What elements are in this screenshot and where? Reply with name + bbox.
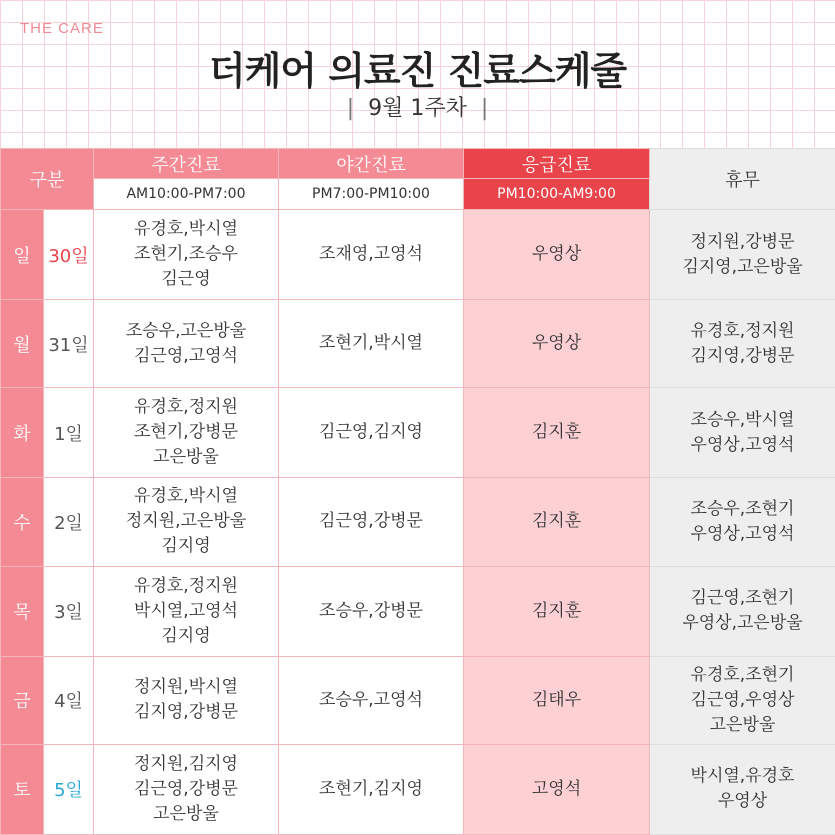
day-of-week: 목 — [1, 566, 44, 656]
subtitle-right-bar: | — [480, 96, 489, 121]
day-shift-cell — [94, 210, 279, 300]
off-cell — [650, 744, 835, 834]
date-cell: 30일 — [44, 210, 94, 300]
date-cell: 31일 — [44, 300, 94, 388]
day-of-week: 화 — [1, 388, 44, 478]
schedule-row — [1, 656, 835, 744]
day-shift-cell — [94, 300, 279, 388]
off-cell — [650, 300, 835, 388]
staff-names: 조승우,박시열 — [690, 409, 795, 430]
staff-names: 유경호,박시열 — [134, 219, 238, 240]
day-shift-cell — [94, 478, 279, 566]
staff-names: 김근영,조현기 — [690, 588, 795, 609]
staff-names: 김근영,고영석 — [134, 345, 238, 366]
staff-names: 조현기,조승우 — [134, 244, 238, 265]
schedule-row — [1, 210, 835, 300]
header-emergency-time: PM10:00-AM9:00 — [464, 179, 650, 210]
staff-names: 조승우,고은방울 — [125, 320, 247, 341]
staff-names: 김지훈 — [531, 511, 582, 532]
staff-names: 조승우,고영석 — [319, 689, 423, 710]
staff-names: 유경호,정지원 — [134, 397, 238, 418]
staff-names: 조현기,김지영 — [319, 778, 423, 799]
staff-names: 정지원,고은방울 — [125, 511, 247, 532]
header-off: 휴무 — [650, 149, 835, 210]
header-night-time: PM7:00-PM10:00 — [279, 179, 464, 210]
staff-names: 박시열,고영석 — [134, 600, 238, 621]
off-cell — [650, 388, 835, 478]
schedule-table — [0, 148, 835, 835]
night-shift-cell — [279, 744, 464, 834]
staff-names: 김태우 — [531, 689, 582, 710]
staff-names: 김지영,강병문 — [690, 345, 795, 366]
staff-names: 박시열,유경호 — [690, 766, 795, 787]
staff-names: 고은방울 — [153, 447, 219, 468]
staff-names: 김지영,강병문 — [134, 702, 238, 723]
day-shift-cell — [94, 656, 279, 744]
staff-names: 조승우,조현기 — [690, 498, 795, 519]
staff-names: 우영상,고은방울 — [682, 613, 803, 634]
header-night-shift: 야간진료 — [279, 149, 464, 179]
staff-names: 유경호,박시열 — [134, 486, 238, 507]
staff-names: 김지훈 — [531, 422, 582, 443]
brand-logo: THE CARE — [20, 20, 104, 37]
staff-names: 정지원,김지영 — [134, 753, 238, 774]
date-cell: 2일 — [44, 478, 94, 566]
schedule-body — [1, 210, 835, 835]
staff-names: 김근영,우영상 — [690, 689, 795, 710]
staff-names: 우영상 — [717, 791, 768, 812]
staff-names: 정지원,강병문 — [690, 231, 795, 252]
header-day-time: AM10:00-PM7:00 — [94, 179, 279, 210]
header-category: 구분 — [1, 149, 94, 210]
staff-names: 김지영 — [161, 625, 211, 646]
header-day-shift: 주간진료 — [94, 149, 279, 179]
off-cell — [650, 566, 835, 656]
day-of-week: 월 — [1, 300, 44, 388]
staff-names: 조현기,강병문 — [134, 422, 238, 443]
staff-names: 고영석 — [531, 778, 582, 799]
page-title: 더케어 의료진 진료스케줄 — [208, 49, 627, 93]
emergency-cell — [464, 478, 650, 566]
staff-names: 조재영,고영석 — [319, 244, 423, 265]
night-shift-cell — [279, 566, 464, 656]
emergency-cell — [464, 300, 650, 388]
schedule-row — [1, 744, 835, 834]
staff-names: 우영상 — [531, 333, 582, 354]
staff-names: 김근영,강병문 — [319, 511, 423, 532]
subtitle-left-bar: | — [346, 96, 355, 121]
week-label: 9월 1주차 — [368, 96, 467, 121]
night-shift-cell — [279, 210, 464, 300]
staff-names: 우영상 — [531, 244, 582, 265]
emergency-cell — [464, 566, 650, 656]
off-cell — [650, 656, 835, 744]
night-shift-cell — [279, 478, 464, 566]
night-shift-cell — [279, 300, 464, 388]
staff-names: 고은방울 — [153, 803, 219, 824]
schedule-row — [1, 388, 835, 478]
night-shift-cell — [279, 388, 464, 478]
week-subtitle — [0, 91, 835, 122]
header-emergency: 응급진료 — [464, 149, 650, 179]
schedule-row — [1, 300, 835, 388]
off-cell — [650, 210, 835, 300]
emergency-cell — [464, 656, 650, 744]
staff-names: 고은방울 — [709, 714, 776, 735]
staff-names: 김지훈 — [531, 600, 582, 621]
day-shift-cell — [94, 388, 279, 478]
schedule-row — [1, 566, 835, 656]
day-of-week: 수 — [1, 478, 44, 566]
staff-names: 정지원,박시열 — [134, 677, 238, 698]
date-cell: 5일 — [44, 744, 94, 834]
schedule-row — [1, 478, 835, 566]
day-of-week: 토 — [1, 744, 44, 834]
staff-names: 유경호,정지원 — [134, 575, 238, 596]
day-of-week: 금 — [1, 656, 44, 744]
staff-names: 우영상,고영석 — [690, 523, 795, 544]
staff-names: 유경호,정지원 — [690, 320, 795, 341]
off-cell — [650, 478, 835, 566]
staff-names: 김근영,김지영 — [319, 422, 423, 443]
emergency-cell — [464, 210, 650, 300]
staff-names: 김근영,강병문 — [134, 778, 238, 799]
staff-names: 조현기,박시열 — [319, 333, 423, 354]
staff-names: 김지영 — [161, 536, 211, 557]
day-of-week: 일 — [1, 210, 44, 300]
emergency-cell — [464, 744, 650, 834]
staff-names: 유경호,조현기 — [690, 664, 795, 685]
date-cell: 4일 — [44, 656, 94, 744]
night-shift-cell — [279, 656, 464, 744]
date-cell: 3일 — [44, 566, 94, 656]
date-cell: 1일 — [44, 388, 94, 478]
emergency-cell — [464, 388, 650, 478]
header-banner — [0, 0, 835, 148]
staff-names: 김지영,고은방울 — [682, 256, 803, 277]
staff-names: 김근영 — [161, 269, 211, 290]
staff-names: 조승우,강병문 — [319, 600, 423, 621]
day-shift-cell — [94, 744, 279, 834]
staff-names: 우영상,고영석 — [690, 434, 795, 455]
day-shift-cell — [94, 566, 279, 656]
